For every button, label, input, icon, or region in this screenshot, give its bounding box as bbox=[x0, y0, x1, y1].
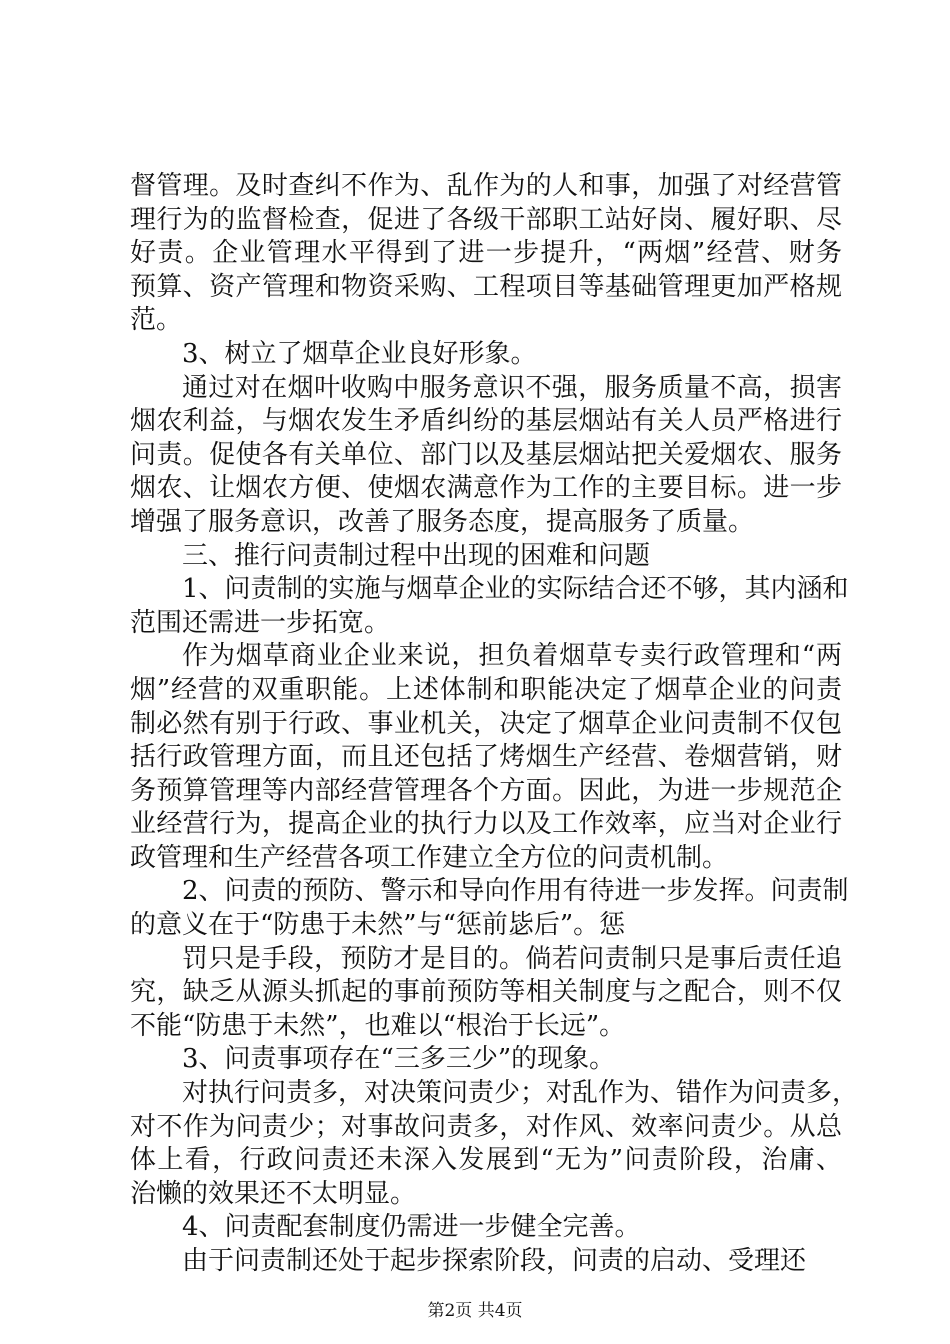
text-line: 的意义在于“防患于未然”与“惩前毖后”。惩 bbox=[130, 910, 626, 941]
text-line: 范围还需进一步拓宽。 bbox=[130, 607, 391, 638]
text-line: 3、问责事项存在“三多三少”的现象。 bbox=[182, 1044, 616, 1075]
text-line: 通过对在烟叶收购中服务意识不强，服务质量不高，损害 bbox=[182, 372, 842, 403]
text-line: 三、推行问责制过程中出现的困难和问题 bbox=[182, 540, 651, 571]
text-line: 增强了服务意识，改善了服务态度，提高服务了质量。 bbox=[130, 506, 755, 537]
text-line: 由于问责制还处于起步探索阶段，问责的启动、受理还 bbox=[182, 1246, 807, 1276]
text-line: 作为烟草商业企业来说，担负着烟草专卖行政管理和“两 bbox=[182, 641, 842, 672]
text-line: 范。 bbox=[130, 305, 183, 336]
text-line: 理行为的监督检查，促进了各级干部职工站好岗、履好职、尽 bbox=[130, 204, 842, 235]
text-line: 政管理和生产经营各项工作建立全方位的问责机制。 bbox=[130, 842, 729, 873]
text-line: 究，缺乏从源头抓起的事前预防等相关制度与之配合，则不仅 bbox=[130, 977, 842, 1008]
text-line: 烟农利益，与烟农发生矛盾纠纷的基层烟站有关人员严格进行 bbox=[130, 406, 842, 437]
text-line: 括行政管理方面，而且还包括了烤烟生产经营、卷烟营销，财 bbox=[130, 742, 842, 773]
text-line: 治懒的效果还不太明显。 bbox=[130, 1178, 417, 1209]
text-line: 问责。促使各有关单位、部门以及基层烟站把关爱烟农、服务 bbox=[130, 439, 842, 470]
text-line: 业经营行为，提高企业的执行力以及工作效率，应当对企业行 bbox=[130, 809, 842, 840]
text-line: 好责。企业管理水平得到了进一步提升，“两烟”经营、财务 bbox=[130, 238, 842, 269]
text-line: 不能“防患于未然”，也难以“根治于长远”。 bbox=[130, 1010, 626, 1041]
text-line: 1、问责制的实施与烟草企业的实际结合还不够，其内涵和 bbox=[182, 574, 849, 605]
text-line: 3、树立了烟草企业良好形象。 bbox=[182, 338, 537, 369]
document-body bbox=[130, 170, 859, 1279]
text-line: 督管理。及时查纠不作为、乱作为的人和事，加强了对经营管 bbox=[130, 171, 842, 201]
text-line: 务预算管理等内部经营管理各个方面。因此，为进一步规范企 bbox=[130, 775, 842, 806]
text-line: 对不作为问责少；对事故问责多，对作风、效率问责少。从总 bbox=[130, 1111, 842, 1142]
text-line: 烟农、让烟农方便、使烟农满意作为工作的主要目标。进一步 bbox=[130, 473, 842, 504]
text-line: 体上看，行政问责还未深入发展到“无为”问责阶段，治庸、 bbox=[130, 1145, 842, 1176]
text-line: 烟”经营的双重职能。上述体制和职能决定了烟草企业的问责 bbox=[130, 674, 842, 705]
text-line: 2、问责的预防、警示和导向作用有待进一步发挥。问责制 bbox=[182, 876, 849, 907]
text-line: 对执行问责多，对决策问责少；对乱作为、错作为问责多， bbox=[182, 1078, 859, 1109]
text-line: 制必然有别于行政、事业机关，决定了烟草企业问责制不仅包 bbox=[130, 708, 842, 739]
text-line: 4、问责配套制度仍需进一步健全完善。 bbox=[182, 1212, 641, 1243]
text-line: 罚只是手段，预防才是目的。倘若问责制只是事后责任追 bbox=[182, 943, 842, 974]
page-footer: 第2页 共4页 bbox=[427, 1301, 523, 1321]
text-line: 预算、资产管理和物资采购、工程项目等基础管理更加严格规 bbox=[130, 271, 842, 302]
